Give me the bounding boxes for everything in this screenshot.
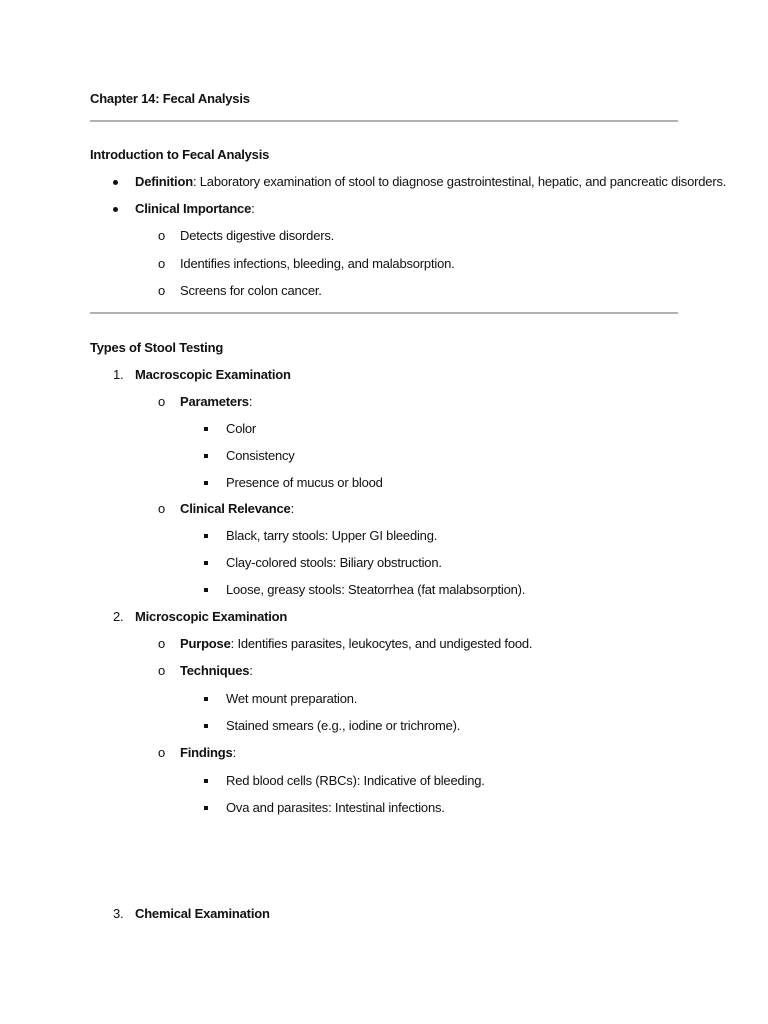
sub-bullet-icon: o [158,283,166,298]
square-bullet-icon [204,779,208,783]
importance-subitem: Detects digestive disorders. [180,228,335,243]
bullet-icon [113,180,118,185]
sub-bullet-icon: o [158,256,166,271]
findings-item [180,745,236,761]
definition-item [135,174,726,190]
parameter-item: Consistency [226,448,295,463]
technique-subitem: Stained smears (e.g., iodine or trichrome). [226,718,461,733]
findings-suffix: : [232,745,236,760]
section-heading-types: Types of Stool Testing [90,340,224,355]
macroscopic-title: Macroscopic Examination [135,367,291,382]
horizontal-rule [90,312,678,314]
square-bullet-icon [204,427,208,431]
square-bullet-icon [204,561,208,565]
relevance-subitem: Black, tarry stools: Upper GI bleeding. [226,528,438,543]
square-bullet-icon [204,697,208,701]
square-bullet-icon [204,454,208,458]
sub-bullet-icon: o [158,745,166,760]
relevance-suffix: : [290,501,294,516]
parameters-suffix: : [248,394,253,409]
chemical-title: Chemical Examination [135,906,270,921]
finding-subitem: Red blood cells (RBCs): Indicative of bleeding. [226,773,485,788]
sub-bullet-icon: o [158,501,166,516]
parameter-item: Presence of mucus or blood [226,475,383,490]
finding-subitem: Ova and parasites: Intestinal infections. [226,800,445,815]
square-bullet-icon [204,806,208,810]
techniques-suffix: : [249,663,253,678]
parameters-item [180,394,252,410]
relevance-label: Clinical Relevance [180,501,291,516]
techniques-item [180,663,253,679]
findings-label: Findings [180,745,233,760]
technique-subitem: Wet mount preparation. [226,691,358,706]
purpose-text: : Identifies parasites, leukocytes, and undigested food. [230,636,533,651]
importance-label: Clinical Importance [135,201,252,216]
sub-bullet-icon: o [158,636,166,651]
microscopic-title: Microscopic Examination [135,609,288,624]
square-bullet-icon [204,481,208,485]
sub-bullet-icon: o [158,663,166,678]
purpose-label: Purpose [180,636,231,651]
square-bullet-icon [204,724,208,728]
relevance-subitem: Clay-colored stools: Biliary obstruction. [226,555,442,570]
bullet-icon [113,207,118,212]
chapter-title: Chapter 14: Fecal Analysis [90,91,250,106]
purpose-item [180,636,532,652]
sub-bullet-icon: o [158,228,166,243]
sub-bullet-icon: o [158,394,166,409]
parameters-label: Parameters [180,394,249,409]
definition-label: Definition [135,174,193,189]
list-number: 1. [113,367,124,382]
importance-subitem: Screens for colon cancer. [180,283,322,298]
importance-item [135,201,255,217]
definition-text: : Laboratory examination of stool to diagnose gastrointestinal, hepatic, and pancreatic disorders. [192,174,727,189]
importance-suffix: : [251,201,255,216]
square-bullet-icon [204,588,208,592]
relevance-subitem: Loose, greasy stools: Steatorrhea (fat malabsorption). [226,582,526,597]
techniques-label: Techniques [180,663,250,678]
importance-subitem: Identifies infections, bleeding, and malabsorption. [180,256,455,271]
square-bullet-icon [204,534,208,538]
parameter-item: Color [226,421,257,436]
relevance-item [180,501,294,517]
horizontal-rule [90,120,678,122]
list-number: 2. [113,609,124,624]
list-number: 3. [113,906,124,921]
section-heading-intro: Introduction to Fecal Analysis [90,147,270,162]
